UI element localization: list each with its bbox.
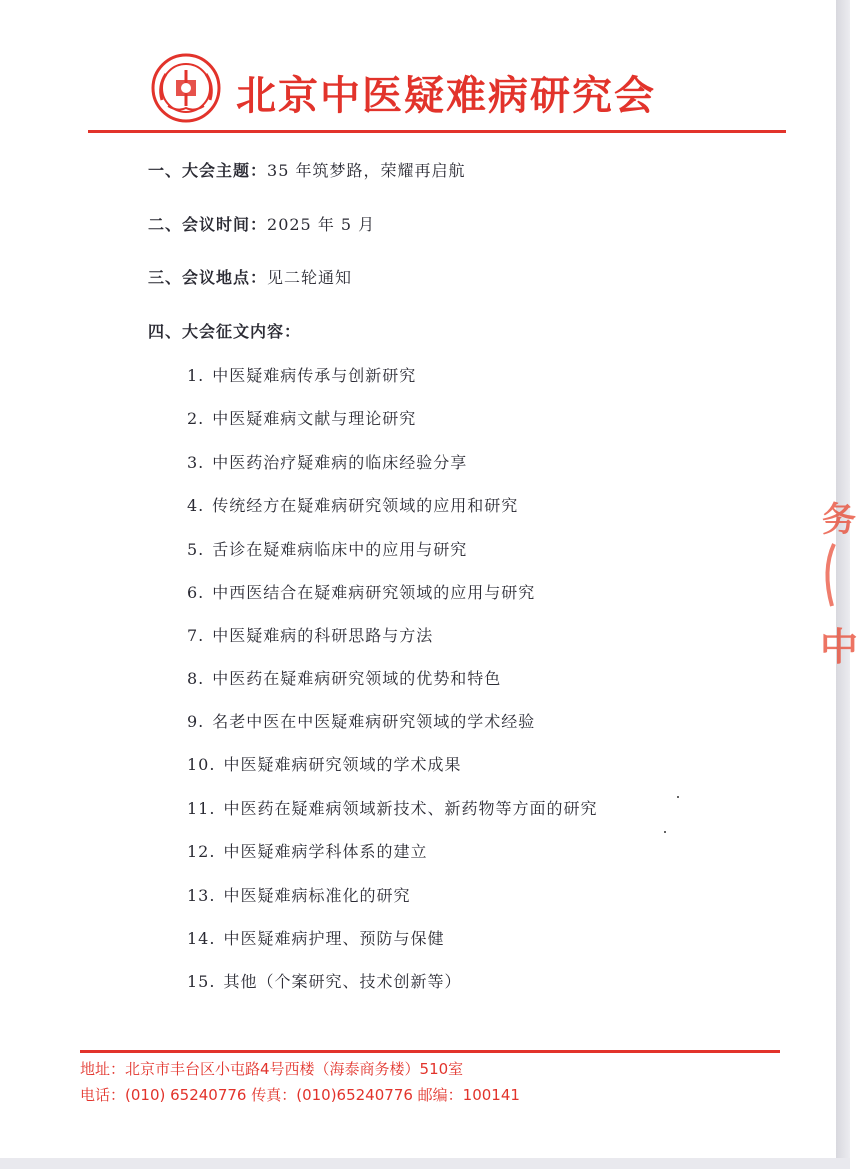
list-item: 13. 中医疑难病标准化的研究 — [187, 886, 411, 905]
list-item: 4. 传统经方在疑难病研究领域的应用和研究 — [187, 496, 519, 515]
list-item: 8. 中医药在疑难病研究领域的优势和特色 — [187, 669, 502, 688]
list-item: 11. 中医药在疑难病领域新技术、新药物等方面的研究 — [187, 799, 598, 818]
list-item: 6. 中西医结合在疑难病研究领域的应用与研究 — [187, 583, 536, 602]
section-value: 2025 年 5 月 — [267, 215, 376, 234]
association-emblem-icon — [148, 50, 224, 126]
letterhead — [148, 50, 788, 130]
list-item: 15. 其他（个案研究、技术创新等） — [187, 972, 462, 991]
seal-fragment: 中 — [820, 625, 858, 669]
list-item: 7. 中医疑难病的科研思路与方法 — [187, 626, 434, 645]
section-location — [148, 265, 352, 288]
section-date — [148, 212, 375, 235]
footer-address: 地址：北京市丰台区小屯路4号西楼（海泰商务楼）510室 — [80, 1060, 464, 1078]
section-label: 三、会议地点： — [148, 268, 268, 287]
list-item: 5. 舌诊在疑难病临床中的应用与研究 — [187, 540, 468, 559]
section-label: 四、大会征文内容： — [148, 322, 302, 341]
list-item: 14. 中医疑难病护理、预防与保健 — [187, 929, 445, 948]
scan-speck — [664, 831, 666, 833]
section-theme — [148, 158, 465, 181]
scan-bottom-edge — [0, 1158, 850, 1169]
org-title: 北京中医疑难病研究会 — [236, 73, 656, 119]
seal-fragment: 务 — [822, 500, 856, 540]
section-value: 见二轮通知 — [267, 268, 353, 287]
scan-page-edge — [836, 0, 850, 1169]
list-item: 1. 中医疑难病传承与创新研究 — [187, 366, 417, 385]
footer-divider — [80, 1050, 780, 1053]
seal-arc-fragment — [818, 540, 836, 610]
list-item: 2. 中医疑难病文献与理论研究 — [187, 409, 417, 428]
section-value: 35 年筑梦路，荣耀再启航 — [267, 161, 466, 180]
section-label: 一、大会主题： — [148, 161, 268, 180]
list-item: 12. 中医疑难病学科体系的建立 — [187, 842, 428, 861]
list-item: 3. 中医药治疗疑难病的临床经验分享 — [187, 453, 468, 472]
footer-contact: 电话：(010) 65240776 传真：(010)65240776 邮编：100141 — [80, 1086, 520, 1104]
list-item: 9. 名老中医在中医疑难病研究领域的学术经验 — [187, 712, 536, 731]
section-call-for-papers — [148, 319, 301, 342]
section-label: 二、会议时间： — [148, 215, 268, 234]
header-divider — [88, 130, 786, 133]
list-item: 10. 中医疑难病研究领域的学术成果 — [187, 755, 462, 774]
scan-speck — [677, 796, 679, 798]
